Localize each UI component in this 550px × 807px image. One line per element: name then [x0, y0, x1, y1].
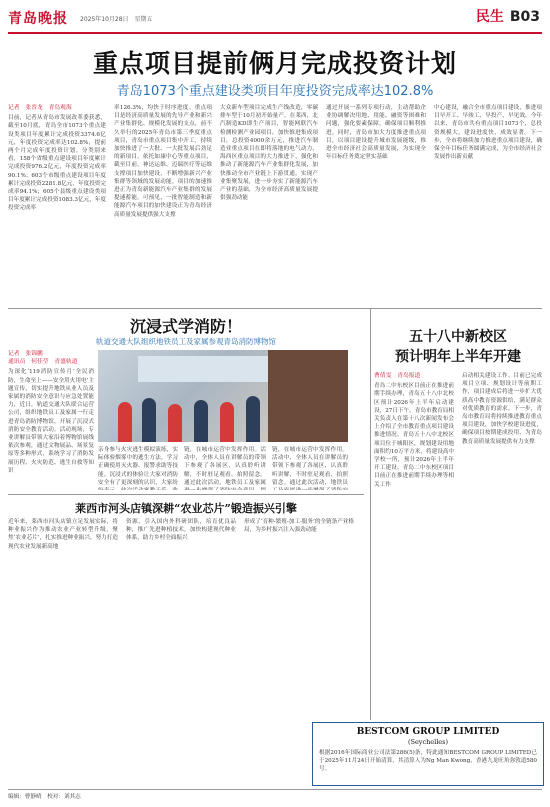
- school-story-text-2: 启动相关建设工作。目前已完成项目立项、规划设计等前期工作，项目建成后将进一步扩大优质高中教育资源供给，满足群众对优质教育的需求。下一步，青岛市教育局将持续推进教育重点项目建设，加快学校建设进度，确保项目按期建成投用，为青岛教育高质量发展提供有力支撑: [462, 373, 542, 445]
- lead-text-5: 中心建设，融合全市重点项目建设，推进项目早开工、早竣工、早投产、早见效。今年以来，青岛市共有重点项目1073个，总投资规模大，建设进度快，成效显著。下一步，全市将继续加力推进重点项目建设，确保全年目标任务圆满完成，为全市经济社会发展作出新贡献: [434, 105, 542, 161]
- school-story-headline-line2: 预计明年上半年开建: [395, 349, 521, 365]
- lead-column-3: [220, 104, 318, 304]
- masthead: 青岛晚报: [8, 11, 68, 27]
- fire-story-text-3: 链，在城市运营中发挥作用。活动中，全体人员在讲解员的带领下参观了各展区，认真聆听讲解，不时驻足观看、拍照留念。通过此次活动，地铁员工及家属: [184, 447, 266, 486]
- issue-date: 2025年10月28日 星期五: [80, 16, 153, 23]
- photo-child: [168, 404, 182, 442]
- lead-column-2: [114, 104, 212, 304]
- fire-museum-photo: [98, 350, 348, 442]
- fire-story-column-3: [184, 446, 266, 490]
- fire-story-column-4: [272, 446, 348, 490]
- lead-headline: 重点项目提前俩月完成投资计划: [92, 49, 457, 78]
- agri-story-text-1: 近年来，莱西市河头店镇立足发展实际，将种业振兴作为推动农业产业转型升级，聚焦‘农业芯片’，扎实推进种业振兴，努力打造现代农业发展新高地: [8, 519, 118, 550]
- fire-story-column-1: [8, 350, 94, 490]
- section-divider: [8, 308, 542, 309]
- school-story-text-1: 青岛二中东校区目前正在推进前期手续办理，青岛五十八中北校区预计2026年上半年启动建设，27日下午，青岛市教育局相关负责人在第十八次新闻发布会上介绍了全市教育重点项目建设推进情况。青岛五十八中北校区项目位于城阳区，规划建设用地面积约10万平方米，将建设高中学校一所，预计2026年上半年开工建设。青岛二中东校区项目目前正在推进前期手续办理等相关工作: [374, 383, 454, 488]
- section-divider: [8, 494, 364, 495]
- fire-story-column-2: [98, 446, 178, 490]
- agri-story-headline: 莱西市河头店镇深耕“农业芯片”锻造振兴引擎: [75, 502, 297, 515]
- fire-story-text-2: 亲身参与火灾逃生模拟演练，实际体验烟雾中的逃生方法，学习正确使用灭火器、报警求助等技能。沉浸式的体验让大家对消防安全有了更深刻的认识，大家纷: [98, 447, 178, 486]
- lead-byline: 记者 张晋龙 青岛观海: [8, 105, 72, 111]
- fire-story-headline: 沉浸式学消防！: [129, 317, 242, 336]
- school-story-byline: 曹倩雯 青岛报道: [374, 373, 421, 379]
- photo-child: [194, 400, 208, 442]
- photo-child: [142, 398, 156, 442]
- fire-story-text-4: 链，在城市运营中发挥作用。活动中，全体人员在讲解员的带领下参观了各展区，认真聆听讲解，不时驻足观看、拍照留念。通过此次活动，地铁员: [272, 447, 348, 486]
- school-story-column-1: [374, 372, 454, 712]
- lead-text-2: 率126.3%，均快于时序进度。重点项目是经济高质量发展的先导产业和新兴产业集群化、规模化发展的支点，前不久举行的2025年青岛市第三季度重点项目，青岛市重点项目集中开工，持续加快推进了一大批、一大批发展后劲足的新项目。依托如康中心等重点项目，截至目前，神达运维、迈瑞医疗等运维支撑项目加快建设，不断增强新兴产业集群等领域的发展动能。项目的加速推进正为青岛新能源汽车产业集群的发展提速蓄能。可预见，一批智能制造和新能源汽车项目的加快建设正为青岛经济高质量发展提供强大支撑: [114, 105, 212, 218]
- lead-text-1: 目前，记者从青岛市发展改革委获悉，截至10月底，青岛全市1073个重点建设类项目年度累计完成投资3374.6亿元，年度投资完成率达102.8%，提前两个月完成年度投资计划。分类别来看，158个省级重点建设项目年度累计完成投资976.2亿元，年度投资完成率90.1%；603个市级重点建设项目年度累计完成投资2281.8亿元，年度投资完成率94.1%；605个县级重点建设类项目年度累计完成投资1083.3亿元，年度投资完成率: [8, 115, 106, 212]
- lead-column-4: [326, 104, 426, 304]
- lead-text-4: 通过开展一系列专项行动，主动帮助企业协调解决用地、用能、融资等困难和问题，强化要素保障，确保项目顺利推进。同时，青岛市加大力度推进重点项目，以项目建设提升城市发展能级，推进全市经济社会高质量发展，为实现全年目标任务奠定坚实基础: [326, 105, 426, 161]
- fire-story-text-1: 为深化‘119消防宣传月’全民消防，生命至上——安全用火用电’主题宣传，切实提升地铁从业人员及家属的消防安全意识与应急处置能力，近日，轨道交通大队联合运营公司，组织地铁员工及家属一行走进青岛消防博物馆，开展了沉浸式消防安全教育活动。活动现场，专业讲解员带领大家沿着博物馆展线依次参观，通过文物展品、场景复原等多种形式，系统学习了消防发展历程、火灾防范、逃生自救等知识: [8, 369, 94, 474]
- agri-story-text-3: 形成了‘育种-繁殖-加工-服务’的全链条产业格局，为乡村振兴注入强劲动能: [244, 519, 354, 534]
- column-divider: [370, 308, 371, 720]
- lead-column-1: [8, 104, 106, 304]
- fire-story-subheadline: 轨道交通大队组织地铁员工及家属参观青岛消防博物馆: [96, 337, 276, 346]
- section-label: [476, 6, 540, 26]
- school-story-column-2: [462, 372, 542, 712]
- notice-body: 根据2016年国际商业公司法第286(5)条，特此通知BESTCOM GROUP LIMITED已于2025年11月24日开始清算，其清算人为Ng Man Kwong，香港九龙旺角弥敦道580号。: [319, 750, 537, 772]
- photo-child: [220, 402, 234, 442]
- notice-title: BESTCOM GROUP LIMITED: [356, 727, 500, 737]
- agri-story-column-1: [8, 518, 118, 588]
- page-footer: 编辑：曹静晴 校对：刘其志: [8, 789, 542, 800]
- lead-text-3: 大众新车型项目完成生产线改造，零碳排车型于10月初开始量产。在莱西，北汽制造KD即生产项目，智能网联汽车检测检测产业园项目，加快推进集成项目，总投资4000余万元，推进汽车制造业重点项目在即将落地的电气动力、海西区重点项目的大力推进下，强化和推动了新能源汽车产业集群化发展，加快推动全市产业链上下游贯通，实现产业集聚发展，进一步夯实了新能源汽车产业的基础，为全市经济高质量发展提供强劲动能: [220, 105, 318, 202]
- photo-banner: [138, 356, 278, 382]
- photo-child: [246, 396, 260, 442]
- section-name: 民生: [475, 9, 504, 25]
- page-number: B03: [509, 9, 540, 25]
- school-story-headline: 五十八中新校区: [409, 329, 507, 345]
- fire-story-byline: 记者 张锦鹏 通讯员 何佳莹 青盛轨道: [8, 351, 78, 366]
- photo-child: [118, 402, 132, 442]
- agri-story-text-2: 资源，引入国内外科研团队，培育优良品种，推广先进种植技术，加快构建现代种业体系，助力乡村全面振兴: [126, 519, 236, 542]
- lead-column-5: [434, 104, 542, 304]
- lead-subheadline: 青岛1073个重点建设类项目年度投资完成率达102.8%: [116, 84, 434, 99]
- agri-story-column-3: [244, 518, 354, 588]
- page-header: [8, 6, 542, 34]
- notice-subtitle: (Seychelles): [407, 738, 449, 746]
- agri-story-column-2: [126, 518, 236, 588]
- liquidation-notice: [312, 722, 544, 786]
- photo-exhibit-wall: [268, 350, 348, 442]
